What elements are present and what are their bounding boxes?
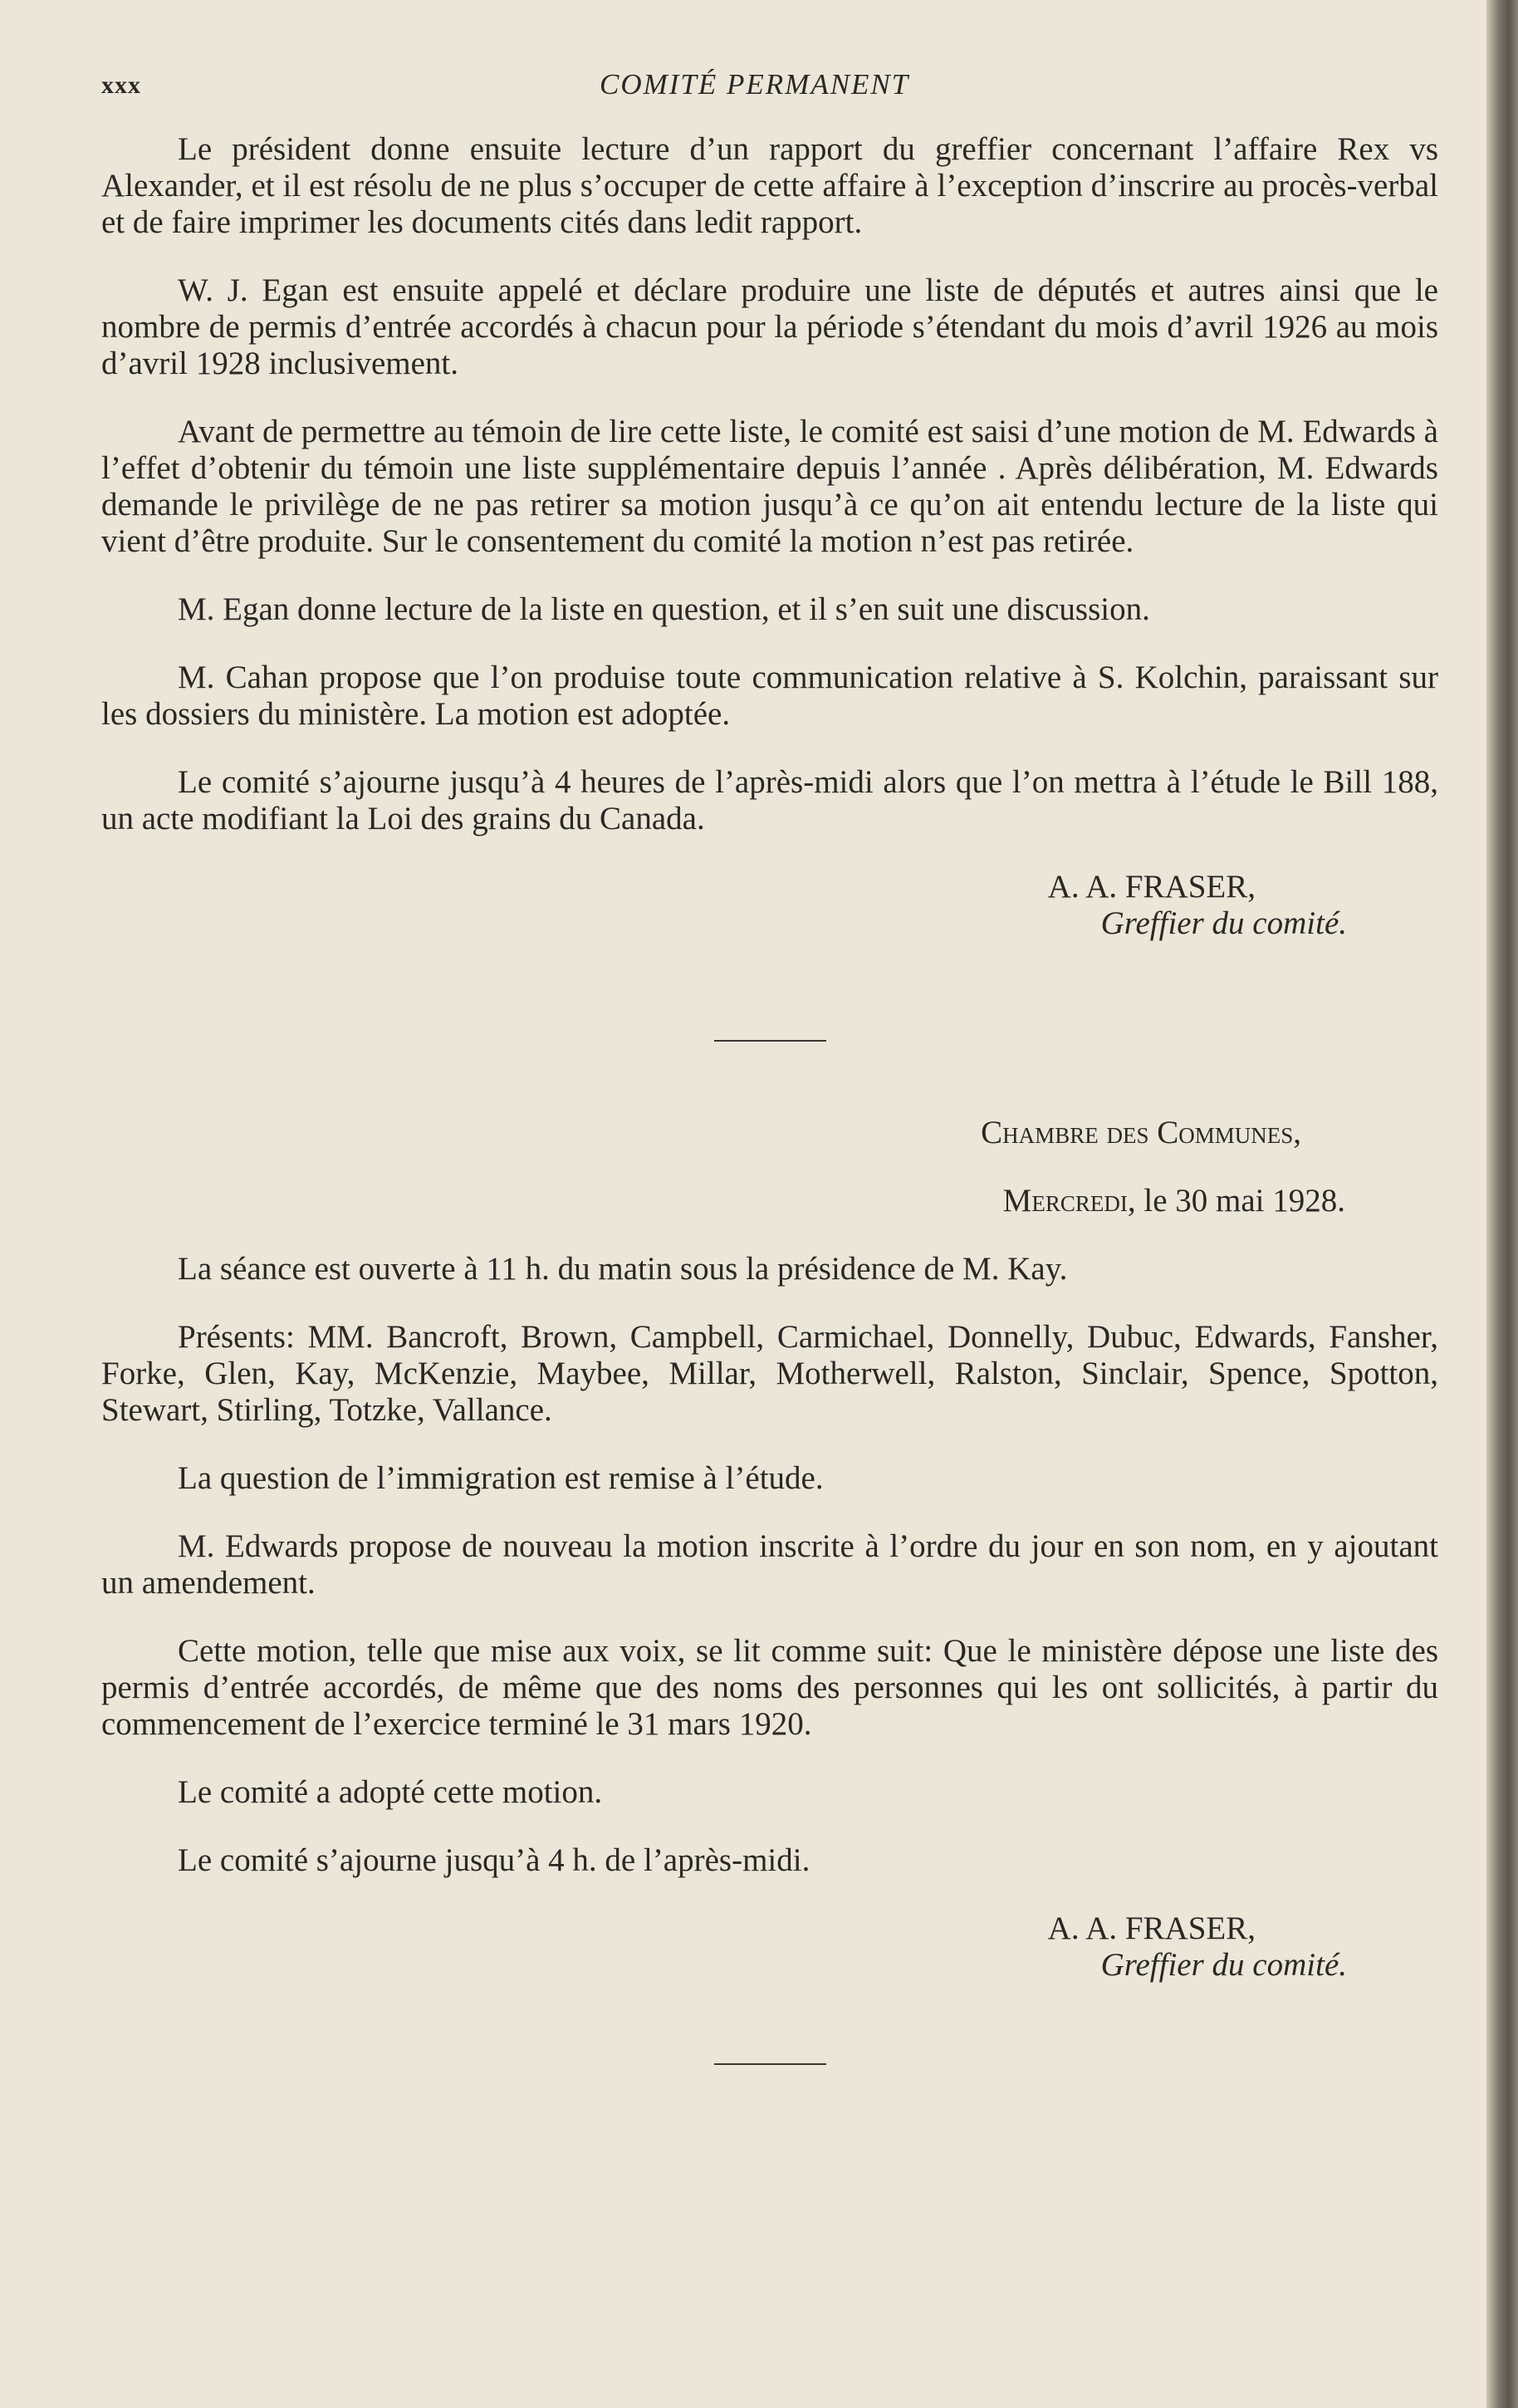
paragraph: La séance est ouverte à 11 h. du matin sous la présidence de M. Kay.: [178, 1251, 1068, 1287]
session-weekday: Mercredi,: [1002, 1183, 1136, 1219]
section-divider: [714, 2063, 826, 2065]
page-edge-shadow: [1486, 0, 1518, 2408]
session-date: [101, 1183, 1438, 1219]
signature-title: Greffier du comité.: [1100, 905, 1347, 941]
section-divider: [714, 1040, 826, 1042]
document-body: [101, 131, 1438, 2065]
paragraph: Le comité a adopté cette motion.: [178, 1774, 603, 1810]
paragraph: M. Cahan propose que l’on produise toute communication relative à S. Kolchin, paraissant sur les dossiers du ministère. La motion est adoptée.: [101, 660, 1438, 732]
signature-name: A. A. FRASER,: [1047, 869, 1256, 905]
session-date-rest: le 30 mai 1928.: [1135, 1183, 1345, 1219]
paragraph: Le président donne ensuite lecture d’un rapport du greffier concernant l’affaire Rex vs Alexander, et il est résolu de ne plus s’occuper de cette affaire à l’exception d’inscrire au procès-verbal et de faire imprimer les documents cités dans ledit rapport.: [101, 131, 1438, 240]
paragraph: W. J. Egan est ensuite appelé et déclare produire une liste de députés et autres ainsi que le nombre de permis d’entrée accordés à chacun pour la période s’étendant du mois d’avril 1926 au mois d’avril 1928 inclusivement.: [101, 272, 1438, 381]
page-header: [101, 65, 1447, 106]
paragraph: Le comité s’ajourne jusqu’à 4 h. de l’après-midi.: [178, 1842, 810, 1878]
session-place: Chambre des Communes,: [981, 1115, 1301, 1150]
paragraph: M. Edwards propose de nouveau la motion inscrite à l’ordre du jour en son nom, en y ajoutant un amendement.: [101, 1528, 1438, 1601]
page-number: xxx: [101, 71, 141, 99]
paragraph: Le comité s’ajourne jusqu’à 4 heures de l’après-midi alors que l’on mettra à l’étude le Bill 188, un acte modifiant la Loi des grains du Canada.: [101, 764, 1438, 836]
paragraph: Présents: MM. Bancroft, Brown, Campbell, Carmichael, Donnelly, Dubuc, Edwards, Fansher, Forke, Glen, Kay, McKenzie, Maybee, Millar, Motherwell, Ralston, Sinclair, Spence, Spotton, Stewart, Stirling, Totzke, Vallance.: [101, 1319, 1438, 1428]
signature-title: Greffier du comité.: [1100, 1947, 1347, 1983]
signature-name: A. A. FRASER,: [1047, 1910, 1256, 1946]
running-title: COMITÉ PERMANENT: [600, 68, 910, 101]
paragraph: Avant de permettre au témoin de lire cette liste, le comité est saisi d’une motion de M. Edwards à l’effet d’obtenir du témoin une liste supplémentaire depuis l’année . Après délibération, M. Edwards demande le privilège de ne pas retirer sa motion jusqu’à ce qu’on ait entendu lecture de la liste qui vient d’être produite. Sur le consentement du comité la motion n’est pas retirée.: [101, 414, 1438, 559]
paragraph: M. Egan donne lecture de la liste en question, et il s’en suit une discussion.: [178, 591, 1150, 627]
paragraph: Cette motion, telle que mise aux voix, se lit comme suit: Que le ministère dépose une liste des permis d’entrée accordés, de même que des noms des personnes qui les ont sollicités, à partir du commencement de l’exercice terminé le 31 mars 1920.: [101, 1633, 1438, 1742]
paragraph: La question de l’immigration est remise à l’étude.: [178, 1460, 824, 1496]
